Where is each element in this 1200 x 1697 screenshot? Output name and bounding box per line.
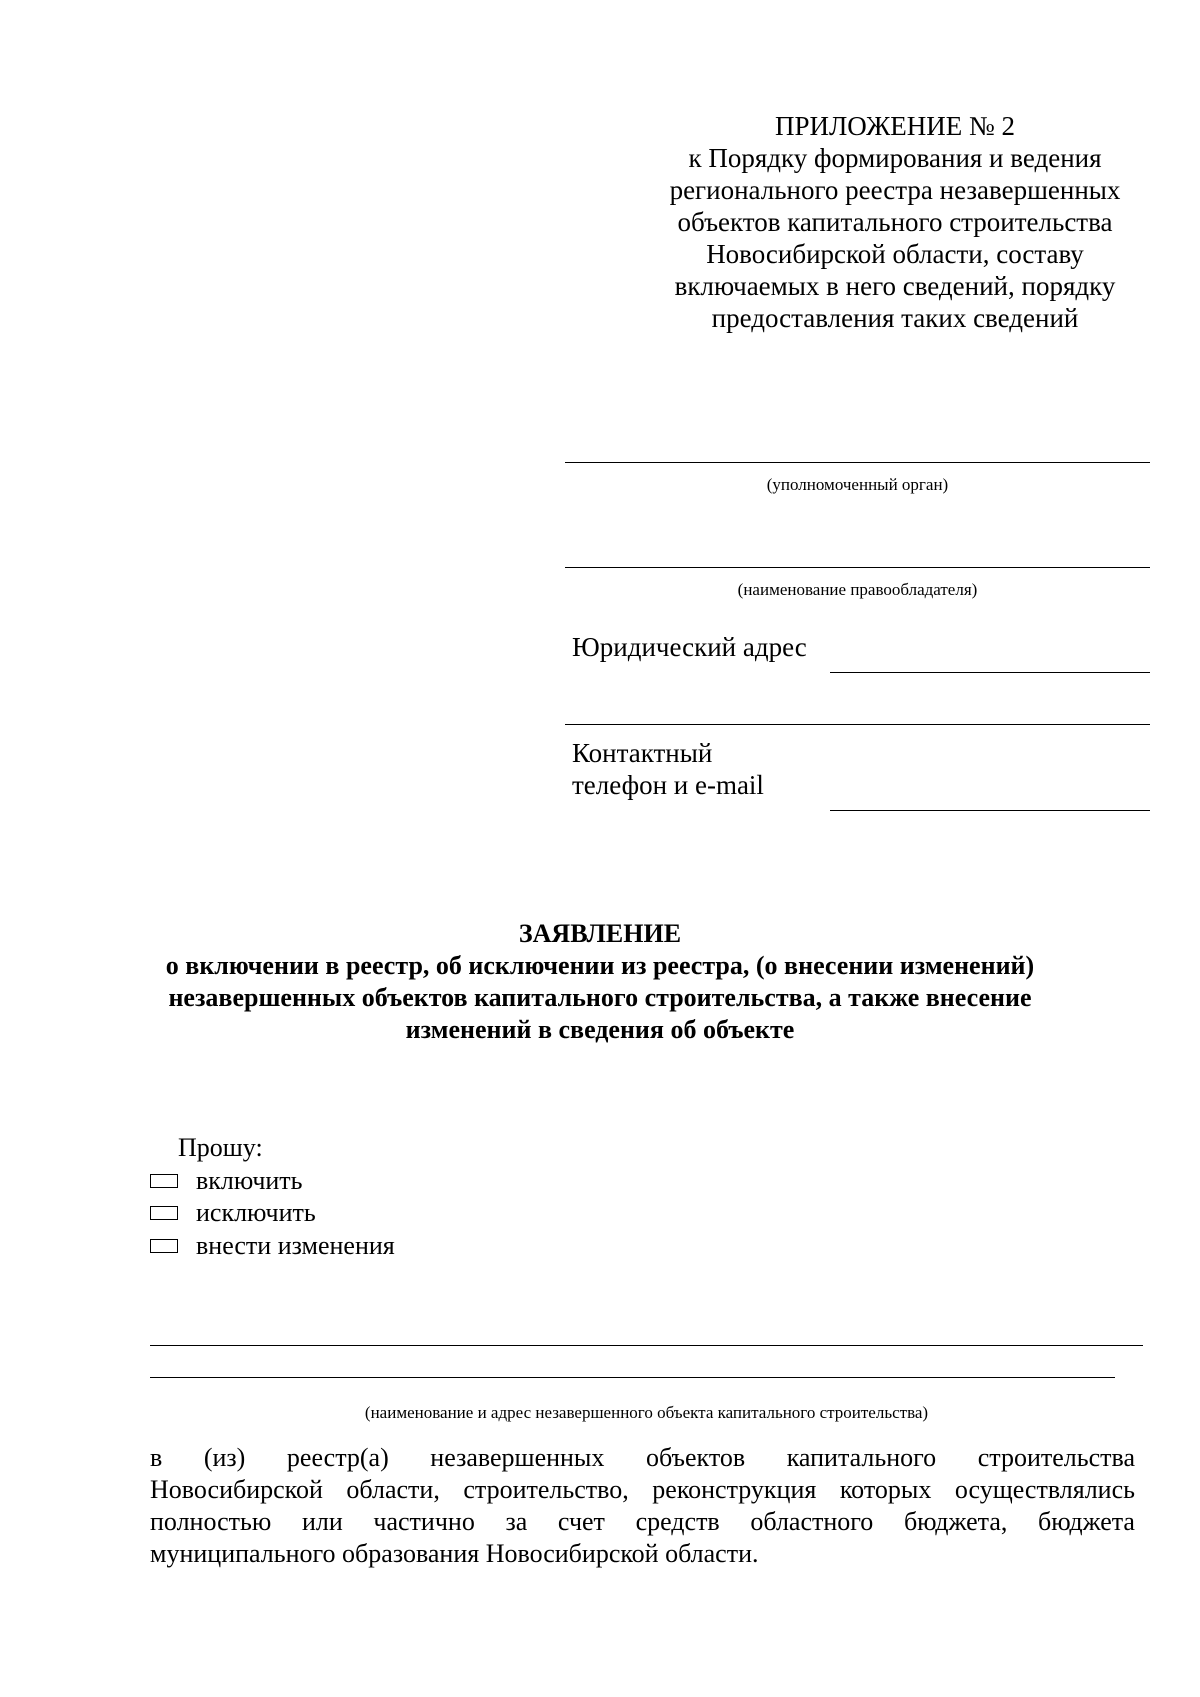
word: бюджета bbox=[1038, 1507, 1135, 1536]
document-title bbox=[150, 918, 1050, 1046]
object-field-line-1[interactable] bbox=[150, 1345, 1143, 1346]
word: за bbox=[505, 1507, 528, 1536]
object-field-line-2[interactable] bbox=[150, 1377, 1115, 1378]
title-line: изменений в сведения об объекте bbox=[405, 1015, 795, 1044]
word: полностью bbox=[150, 1507, 272, 1536]
object-caption: (наименование и адрес незавершенного объекта капитального строительства) bbox=[364, 1403, 929, 1422]
word: Новосибирской bbox=[150, 1475, 323, 1504]
contact-field-line[interactable] bbox=[830, 810, 1150, 811]
address-field-line-2[interactable] bbox=[565, 724, 1150, 725]
word: капитального bbox=[786, 1443, 937, 1472]
title-line: незавершенных объектов капитального строительства, а также внесение bbox=[168, 983, 1032, 1012]
title-line: о включении в реестр, об исключении из реестра, (о внесении изменений) bbox=[165, 951, 1035, 980]
authority-caption: (уполномоченный орган) bbox=[766, 475, 949, 494]
change-checkbox[interactable] bbox=[150, 1239, 178, 1253]
exclude-checkbox[interactable] bbox=[150, 1206, 178, 1220]
word: строительство, bbox=[463, 1475, 629, 1504]
body-paragraph bbox=[150, 1442, 1135, 1570]
appendix-number: ПРИЛОЖЕНИЕ № 2 bbox=[774, 111, 1016, 141]
contact-label-line2: телефон и e-mail bbox=[572, 770, 764, 800]
holder-caption: (наименование правообладателя) bbox=[737, 580, 978, 599]
word: в bbox=[150, 1443, 163, 1472]
word: области, bbox=[346, 1475, 440, 1504]
appendix-line: предоставления таких сведений bbox=[711, 303, 1079, 333]
word: счет bbox=[557, 1507, 605, 1536]
address-field-line-1[interactable] bbox=[830, 672, 1150, 673]
word: или bbox=[301, 1507, 343, 1536]
word: которых bbox=[839, 1475, 932, 1504]
word: средств bbox=[635, 1507, 720, 1536]
contact-label-line1: Контактный bbox=[572, 738, 713, 768]
paragraph-line bbox=[150, 1506, 1135, 1538]
option-include[interactable] bbox=[150, 1166, 303, 1196]
word: осуществлялись bbox=[954, 1475, 1135, 1504]
paragraph-line bbox=[150, 1442, 1135, 1474]
authority-field-line[interactable] bbox=[565, 462, 1150, 463]
request-label: Прошу: bbox=[178, 1133, 263, 1162]
appendix-line: к Порядку формирования и ведения bbox=[688, 143, 1102, 173]
word: бюджета, bbox=[903, 1507, 1008, 1536]
paragraph-line bbox=[150, 1474, 1135, 1506]
word: реестр(а) bbox=[286, 1443, 389, 1472]
option-label: включить bbox=[196, 1166, 303, 1195]
option-label: исключить bbox=[196, 1198, 316, 1227]
word: частично bbox=[373, 1507, 475, 1536]
option-label: внести изменения bbox=[196, 1231, 395, 1260]
appendix-line: включаемых в него сведений, порядку bbox=[674, 271, 1116, 301]
appendix-line: регионального реестра незавершенных bbox=[669, 175, 1121, 205]
word: незавершенных bbox=[430, 1443, 605, 1472]
word: строительства bbox=[977, 1443, 1135, 1472]
option-change[interactable] bbox=[150, 1231, 395, 1261]
paragraph-line: муниципального образования Новосибирской области. bbox=[150, 1539, 759, 1568]
word: объектов bbox=[645, 1443, 746, 1472]
holder-field-line[interactable] bbox=[565, 567, 1150, 568]
address-label: Юридический адрес bbox=[572, 632, 807, 662]
word: областного bbox=[750, 1507, 874, 1536]
appendix-header bbox=[660, 110, 1130, 334]
appendix-line: объектов капитального строительства bbox=[677, 207, 1113, 237]
word: реконструкция bbox=[652, 1475, 817, 1504]
title-heading: ЗАЯВЛЕНИЕ bbox=[518, 919, 682, 948]
include-checkbox[interactable] bbox=[150, 1174, 178, 1188]
option-exclude[interactable] bbox=[150, 1198, 316, 1228]
word: (из) bbox=[203, 1443, 246, 1472]
appendix-line: Новосибирской области, составу bbox=[706, 239, 1084, 269]
